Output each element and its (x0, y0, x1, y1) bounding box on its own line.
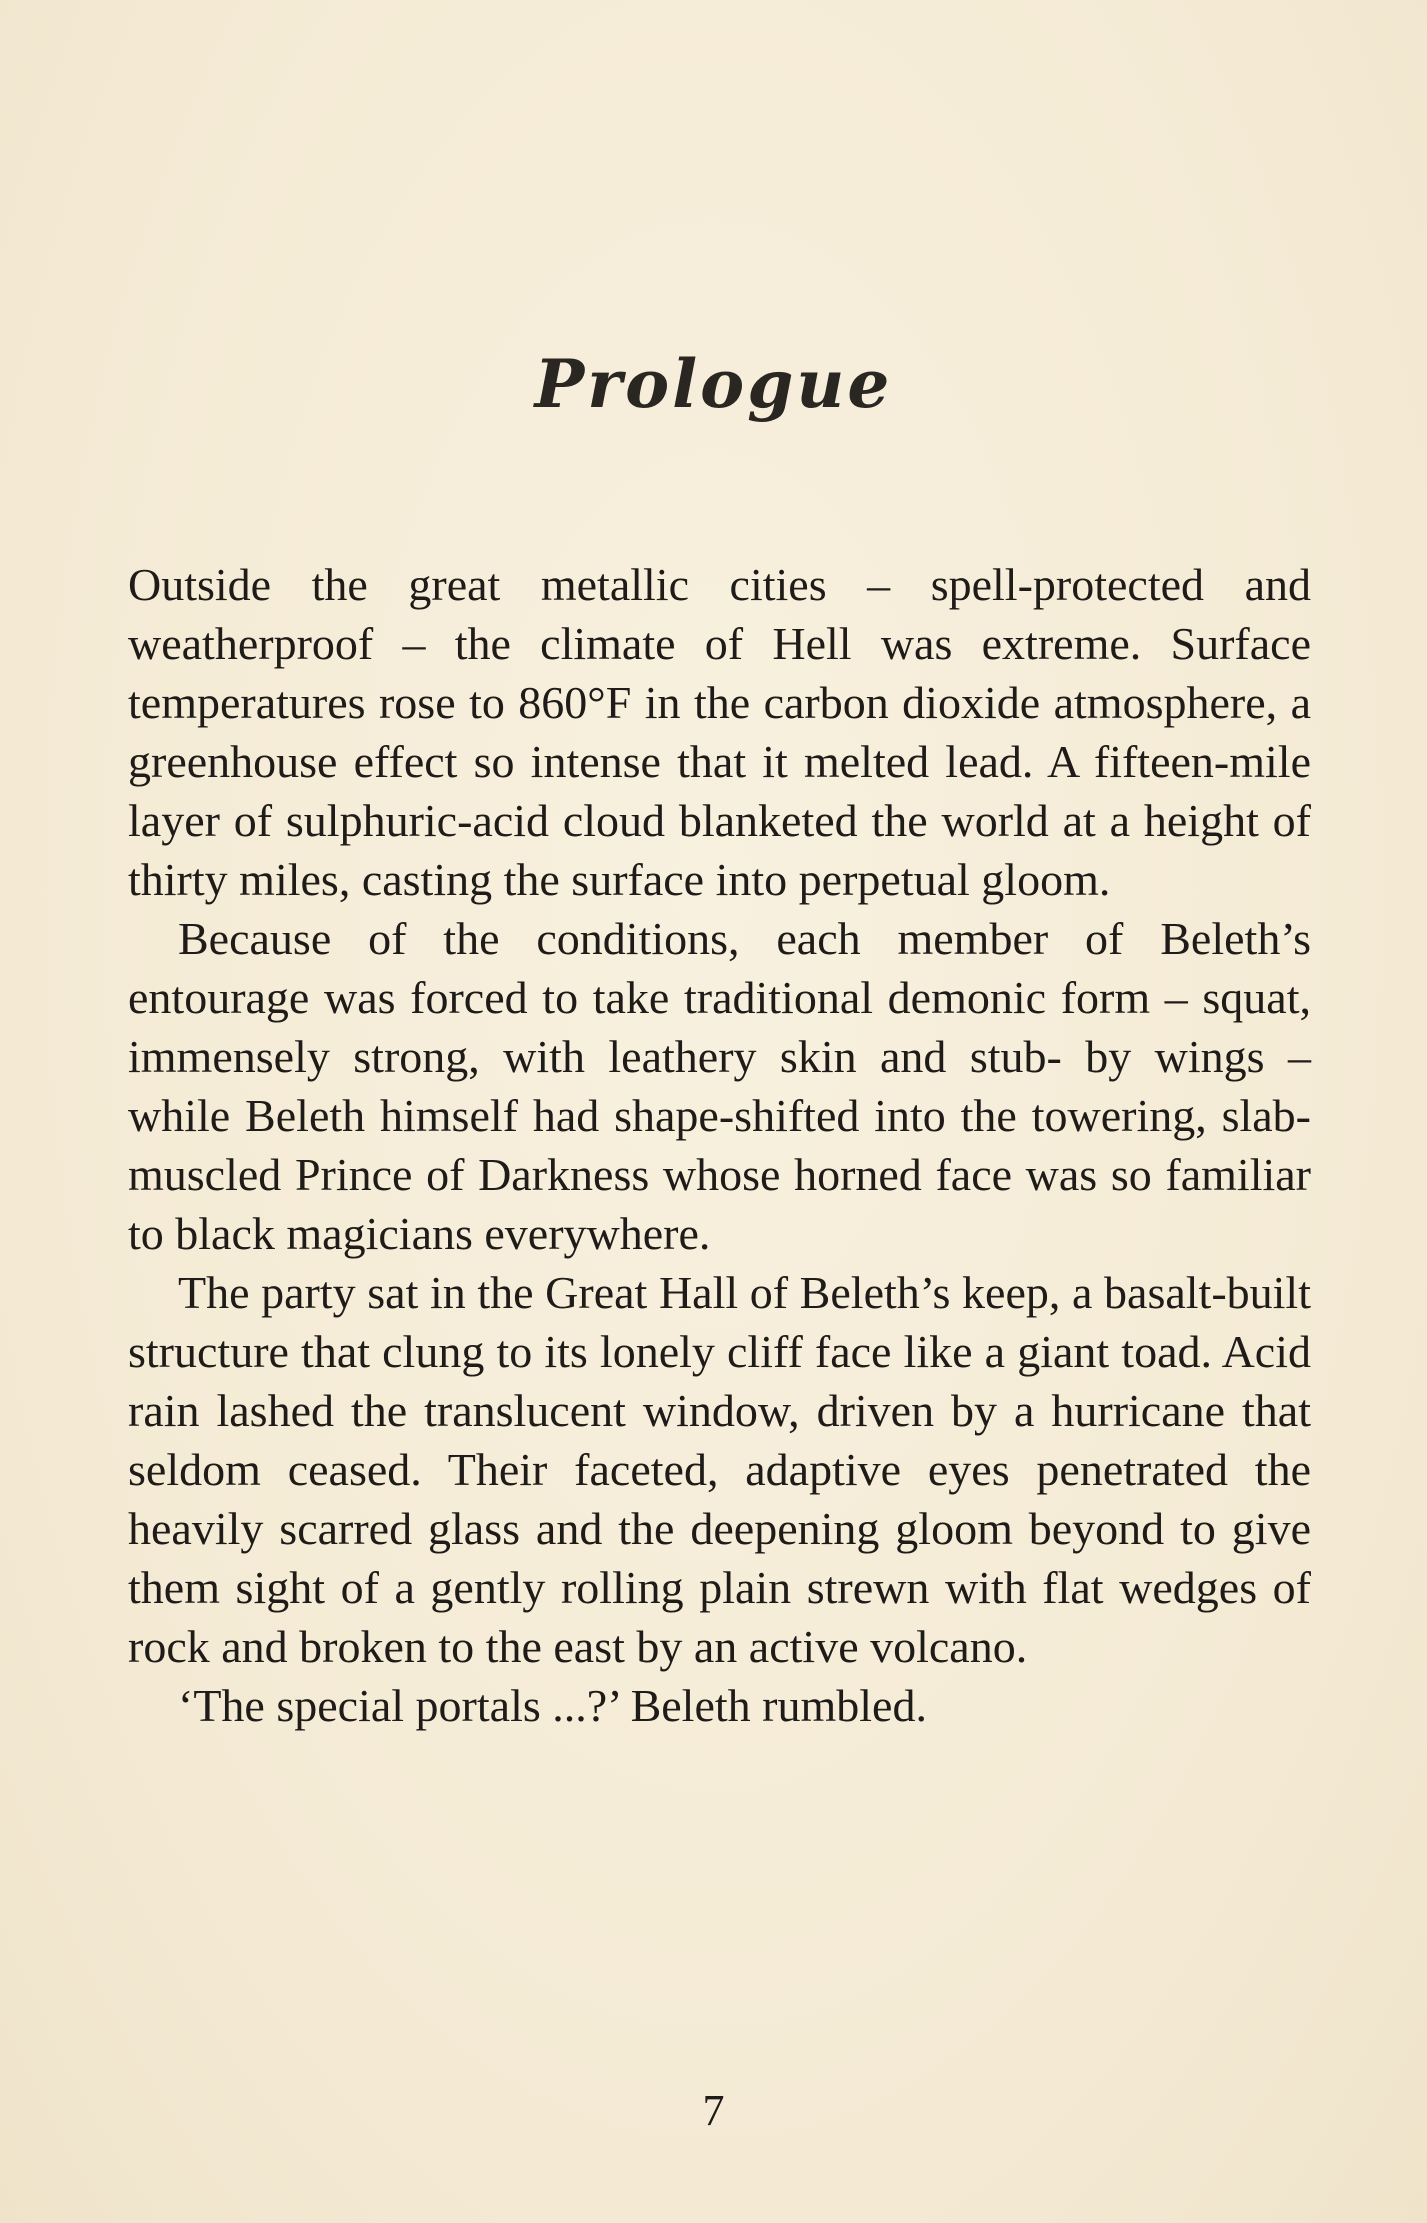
body-text (128, 555, 1311, 1735)
paragraph-4: ‘The special portals ...?’ Beleth rumbled. (178, 1680, 927, 1731)
paragraph-3: The party sat in the Great Hall of Beleth’s keep, a basalt-built structure that clung to its lonely cliff face like a giant toad. Acid rain lashed the translucent window, driven by a hurricane that seldom ceased. Their faceted, adaptive eyes penetrated the heavily scarred glass and the deepening gloom beyond to give them sight of a gently rolling plain strewn with flat wedges of rock and broken to the east by an active volcano. (128, 1267, 1311, 1672)
paragraph-2: Because of the conditions, each member of Beleth’s entourage was forced to take traditional demonic form – squat, immensely strong, with leathery skin and stub- by wings – while Beleth himself had shape-shifted into the towering, slab-muscled Prince of Darkness whose horned face was so familiar to black magicians everywhere. (128, 913, 1311, 1259)
chapter-title: Prologue (534, 345, 893, 423)
page-number: 7 (702, 2086, 725, 2135)
paragraph-1: Outside the great metallic cities – spell-protected and weatherproof – the climate of Hell was extreme. Surface temperatures rose to 860°F in the carbon dioxide atmosphere, a greenhouse effect so intense that it melted lead. A fifteen-mile layer of sulphuric-acid cloud blanketed the world at a height of thirty miles, casting the surface into perpetual gloom. (128, 559, 1311, 905)
